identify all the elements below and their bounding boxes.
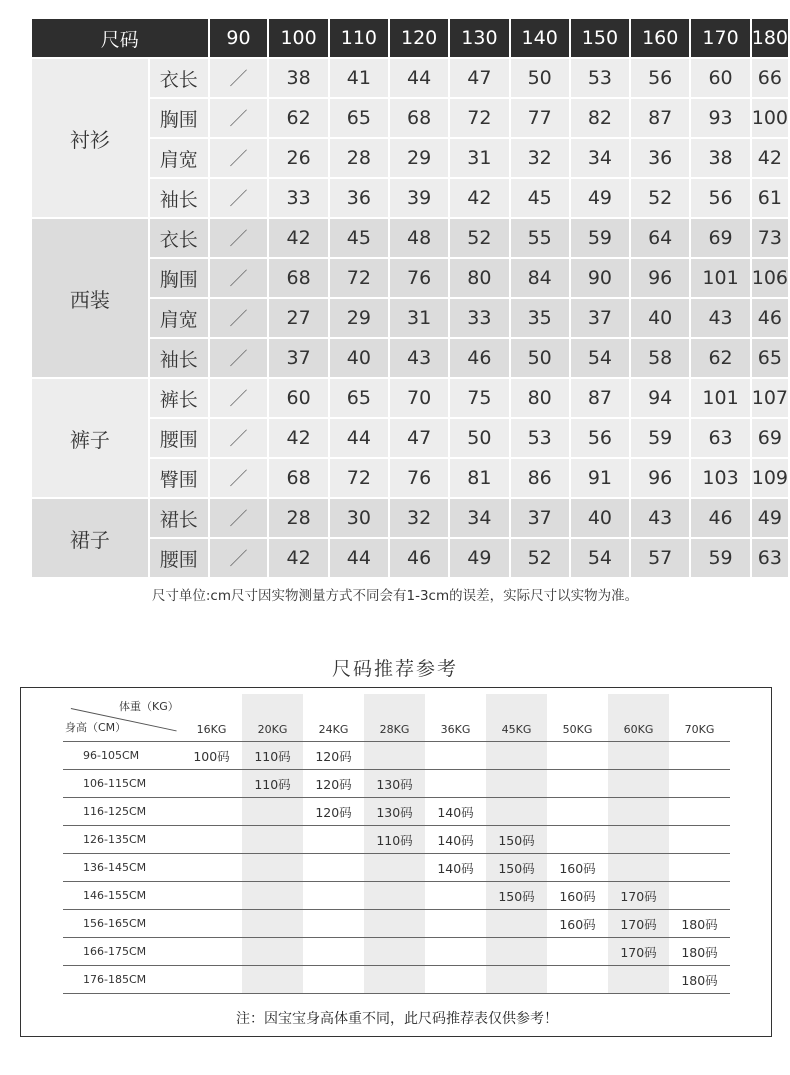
recommended-size: [669, 826, 730, 854]
measurement-value: 106: [752, 259, 788, 297]
weight-column-header: 36KG: [440, 723, 471, 736]
size-column-header: 90: [210, 19, 268, 57]
recommendation-row: [63, 854, 730, 882]
measurement-value: 38: [691, 139, 749, 177]
recommended-size: 140码: [425, 826, 486, 854]
recommended-size: 150码: [486, 854, 547, 882]
recommended-size: [547, 938, 608, 966]
height-range: 156-165CM: [63, 910, 181, 938]
size-row: [32, 59, 788, 97]
recommended-size: [364, 854, 425, 882]
recommendation-title: 尺码推荐参考: [331, 658, 458, 680]
measurement-value: ／: [210, 339, 268, 377]
recommendation-body: [63, 742, 730, 994]
measurement-value: 60: [269, 379, 327, 417]
height-range: 136-145CM: [63, 854, 181, 882]
measurement-value: 70: [390, 379, 448, 417]
measurement-name: 胸围: [150, 99, 208, 137]
measurement-value: 37: [269, 339, 327, 377]
measurement-value: 103: [691, 459, 749, 497]
recommended-size: 110码: [242, 770, 303, 798]
measurement-value: 37: [571, 299, 629, 337]
measurement-value: ／: [210, 299, 268, 337]
recommended-size: [425, 770, 486, 798]
recommended-size: [547, 798, 608, 826]
measurement-value: ／: [210, 179, 268, 217]
measurement-value: 52: [511, 539, 569, 577]
weight-axis-label: 体重（KG）: [119, 700, 179, 713]
height-range: 126-135CM: [63, 826, 181, 854]
recommendation-row: [63, 910, 730, 938]
measurement-value: 50: [450, 419, 508, 457]
measurement-value: 72: [330, 459, 388, 497]
weight-column-header: 60KG: [608, 694, 669, 742]
height-range: 176-185CM: [63, 966, 181, 994]
measurement-value: 46: [752, 299, 788, 337]
measurement-value: 44: [330, 419, 388, 457]
measurement-value: 65: [330, 379, 388, 417]
measurement-value: 109: [752, 459, 788, 497]
measurement-value: ／: [210, 499, 268, 537]
measurement-value: 49: [752, 499, 788, 537]
recommended-size: [242, 854, 303, 882]
measurement-value: 40: [631, 299, 689, 337]
recommended-size: [181, 882, 242, 910]
measurement-value: 39: [390, 179, 448, 217]
recommended-size: [181, 770, 242, 798]
measurement-value: 101: [691, 259, 749, 297]
weight-column-header: 28KG: [364, 694, 425, 742]
measurement-value: 50: [511, 59, 569, 97]
recommended-size: [242, 938, 303, 966]
recommended-size: [364, 882, 425, 910]
recommended-size: [669, 742, 730, 770]
recommended-size: [486, 966, 547, 994]
size-column-header: 130: [450, 19, 508, 57]
size-column-header: 140: [511, 19, 569, 57]
recommended-size: [669, 770, 730, 798]
measurement-value: 48: [390, 219, 448, 257]
measurement-value: 46: [450, 339, 508, 377]
recommendation-row: [63, 882, 730, 910]
measurement-value: 38: [269, 59, 327, 97]
measurement-value: 80: [511, 379, 569, 417]
recommended-size: 170码: [608, 938, 669, 966]
height-range: 116-125CM: [63, 798, 181, 826]
measurement-value: 76: [390, 459, 448, 497]
measurement-value: 29: [390, 139, 448, 177]
size-column-header: 150: [571, 19, 629, 57]
measurement-value: 65: [330, 99, 388, 137]
measurement-value: 52: [450, 219, 508, 257]
measurement-value: 64: [631, 219, 689, 257]
measurement-value: 76: [390, 259, 448, 297]
measurement-value: 56: [571, 419, 629, 457]
measurement-value: 40: [571, 499, 629, 537]
measurement-value: ／: [210, 99, 268, 137]
recommended-size: [547, 826, 608, 854]
garment-category: 裙子: [32, 499, 148, 577]
measurement-value: 28: [330, 139, 388, 177]
recommended-size: 180码: [669, 966, 730, 994]
measurement-value: ／: [210, 259, 268, 297]
measurement-name: 肩宽: [150, 139, 208, 177]
measurement-value: 41: [330, 59, 388, 97]
recommendation-row: [63, 938, 730, 966]
recommended-size: 160码: [547, 910, 608, 938]
recommended-size: [486, 742, 547, 770]
measurement-value: 65: [752, 339, 788, 377]
measurement-value: ／: [210, 539, 268, 577]
recommended-size: [608, 798, 669, 826]
recommended-size: 140码: [425, 798, 486, 826]
recommended-size: [486, 798, 547, 826]
measurement-value: 68: [269, 459, 327, 497]
recommended-size: [425, 742, 486, 770]
size-chart-body: [32, 59, 788, 577]
recommended-size: 110码: [364, 826, 425, 854]
recommended-size: [608, 742, 669, 770]
weight-column-header: 50KG: [562, 723, 593, 736]
recommended-size: [486, 910, 547, 938]
measurement-value: 42: [450, 179, 508, 217]
height-range: 166-175CM: [63, 938, 181, 966]
size-column-header: 180: [752, 19, 788, 57]
measurement-value: 100: [752, 99, 788, 137]
measurement-value: ／: [210, 139, 268, 177]
recommended-size: [242, 826, 303, 854]
measurement-value: 59: [631, 419, 689, 457]
size-chart-table: [30, 17, 790, 579]
measurement-value: 46: [691, 499, 749, 537]
measurement-value: 45: [511, 179, 569, 217]
measurement-value: 54: [571, 339, 629, 377]
measurement-value: 56: [691, 179, 749, 217]
garment-category: 衬衫: [32, 59, 148, 217]
measurement-value: 81: [450, 459, 508, 497]
recommended-size: [242, 798, 303, 826]
measurement-value: 107: [752, 379, 788, 417]
measurement-value: 66: [752, 59, 788, 97]
measurement-value: 29: [330, 299, 388, 337]
measurement-value: 53: [511, 419, 569, 457]
measurement-value: 72: [330, 259, 388, 297]
measurement-value: 43: [691, 299, 749, 337]
measurement-value: 80: [450, 259, 508, 297]
measurement-name: 袖长: [150, 179, 208, 217]
garment-category: 裤子: [32, 379, 148, 497]
recommended-size: [181, 798, 242, 826]
measurement-value: 55: [511, 219, 569, 257]
measurement-value: ／: [210, 59, 268, 97]
size-column-header: 100: [269, 19, 327, 57]
measurement-value: 96: [631, 259, 689, 297]
measurement-value: 101: [691, 379, 749, 417]
height-range: 96-105CM: [63, 742, 181, 770]
measurement-value: 42: [269, 539, 327, 577]
size-column-header: 170: [691, 19, 749, 57]
size-column-header: 110: [330, 19, 388, 57]
recommendation-header-row: [63, 694, 730, 742]
measurement-value: 42: [269, 419, 327, 457]
measurement-value: 82: [571, 99, 629, 137]
measurement-name: 裙长: [150, 499, 208, 537]
weight-column-header: 24KG: [318, 723, 349, 736]
recommended-size: [608, 770, 669, 798]
recommendation-table: [63, 694, 730, 994]
size-row: [32, 499, 788, 537]
recommended-size: 130码: [364, 798, 425, 826]
measurement-value: 33: [269, 179, 327, 217]
recommended-size: [181, 966, 242, 994]
recommended-size: [364, 910, 425, 938]
weight-column-header: 20KG: [242, 694, 303, 742]
recommendation-row: [63, 826, 730, 854]
measurement-value: 62: [269, 99, 327, 137]
recommended-size: [608, 966, 669, 994]
recommended-size: 150码: [486, 882, 547, 910]
recommended-size: [181, 938, 242, 966]
measurement-value: 36: [330, 179, 388, 217]
measurement-value: 58: [631, 339, 689, 377]
recommended-size: [303, 910, 364, 938]
measurement-value: 57: [631, 539, 689, 577]
measurement-value: 32: [390, 499, 448, 537]
height-axis-label: 身高（CM）: [65, 721, 127, 734]
recommended-size: [181, 854, 242, 882]
recommendation-row: [63, 966, 730, 994]
measurement-value: 30: [330, 499, 388, 537]
measurement-name: 腰围: [150, 419, 208, 457]
measurement-value: 46: [390, 539, 448, 577]
measurement-value: 68: [269, 259, 327, 297]
size-row: [32, 219, 788, 257]
measurement-name: 衣长: [150, 59, 208, 97]
recommended-size: [303, 826, 364, 854]
recommended-size: [547, 742, 608, 770]
recommendation-row: [63, 770, 730, 798]
measurement-value: 91: [571, 459, 629, 497]
measurement-value: 34: [450, 499, 508, 537]
measurement-value: 87: [571, 379, 629, 417]
measurement-value: 72: [450, 99, 508, 137]
recommended-size: [425, 938, 486, 966]
measurement-value: ／: [210, 419, 268, 457]
recommendation-box: [20, 687, 772, 1037]
measurement-value: 59: [571, 219, 629, 257]
recommended-size: 180码: [669, 910, 730, 938]
measurement-value: 43: [390, 339, 448, 377]
measurement-value: 35: [511, 299, 569, 337]
recommended-size: [242, 966, 303, 994]
recommended-size: 120码: [303, 742, 364, 770]
recommended-size: 180码: [669, 938, 730, 966]
recommended-size: [364, 742, 425, 770]
measurement-value: 50: [511, 339, 569, 377]
measurement-value: 45: [330, 219, 388, 257]
recommended-size: 110码: [242, 742, 303, 770]
recommended-size: [303, 882, 364, 910]
recommended-size: [303, 854, 364, 882]
recommended-size: [364, 966, 425, 994]
measurement-value: 42: [752, 139, 788, 177]
recommended-size: [425, 966, 486, 994]
recommended-size: 150码: [486, 826, 547, 854]
size-row: [32, 379, 788, 417]
recommended-size: 100码: [181, 742, 242, 770]
measurement-name: 裤长: [150, 379, 208, 417]
weight-column-header: 16KG: [196, 723, 227, 736]
recommended-size: [669, 854, 730, 882]
measurement-value: 52: [631, 179, 689, 217]
recommended-size: [486, 770, 547, 798]
recommended-size: 170码: [608, 910, 669, 938]
measurement-value: 69: [752, 419, 788, 457]
measurement-name: 胸围: [150, 259, 208, 297]
recommended-size: [669, 798, 730, 826]
measurement-value: 75: [450, 379, 508, 417]
recommended-size: [242, 882, 303, 910]
size-header-label: 尺码: [32, 19, 208, 57]
measurement-name: 腰围: [150, 539, 208, 577]
recommended-size: [303, 938, 364, 966]
measurement-value: ／: [210, 459, 268, 497]
measurement-value: 26: [269, 139, 327, 177]
recommended-size: [242, 910, 303, 938]
recommended-size: [486, 938, 547, 966]
recommended-size: 160码: [547, 882, 608, 910]
recommended-size: [608, 854, 669, 882]
measurement-name: 衣长: [150, 219, 208, 257]
height-range: 146-155CM: [63, 882, 181, 910]
recommended-size: [547, 966, 608, 994]
recommendation-row: [63, 798, 730, 826]
measurement-value: 34: [571, 139, 629, 177]
recommended-size: [547, 770, 608, 798]
measurement-value: 44: [390, 59, 448, 97]
measurement-value: 40: [330, 339, 388, 377]
measurement-name: 肩宽: [150, 299, 208, 337]
recommended-size: 140码: [425, 854, 486, 882]
weight-column-header: 70KG: [684, 723, 715, 736]
recommended-size: [669, 882, 730, 910]
measurement-value: 27: [269, 299, 327, 337]
measurement-value: 63: [752, 539, 788, 577]
measurement-value: 31: [390, 299, 448, 337]
measurement-value: ／: [210, 219, 268, 257]
measurement-value: 32: [511, 139, 569, 177]
measurement-value: 59: [691, 539, 749, 577]
measurement-value: 68: [390, 99, 448, 137]
measurement-value: 56: [631, 59, 689, 97]
corner-header: [63, 694, 181, 742]
recommended-size: [303, 966, 364, 994]
measurement-value: 36: [631, 139, 689, 177]
measurement-value: 62: [691, 339, 749, 377]
measurement-value: 43: [631, 499, 689, 537]
recommended-size: [181, 910, 242, 938]
measurement-value: 96: [631, 459, 689, 497]
measurement-value: 53: [571, 59, 629, 97]
measurement-value: 49: [450, 539, 508, 577]
recommended-size: 120码: [303, 798, 364, 826]
measurement-value: 94: [631, 379, 689, 417]
measurement-value: ／: [210, 379, 268, 417]
measurement-value: 93: [691, 99, 749, 137]
measurement-value: 47: [390, 419, 448, 457]
measurement-value: 42: [269, 219, 327, 257]
size-header-row: [32, 19, 788, 57]
recommended-size: [425, 882, 486, 910]
measurement-value: 90: [571, 259, 629, 297]
measurement-value: 37: [511, 499, 569, 537]
measurement-value: 49: [571, 179, 629, 217]
size-column-header: 160: [631, 19, 689, 57]
measurement-value: 61: [752, 179, 788, 217]
measurement-value: 31: [450, 139, 508, 177]
recommended-size: [425, 910, 486, 938]
measurement-value: 33: [450, 299, 508, 337]
garment-category: 西装: [32, 219, 148, 377]
size-column-header: 120: [390, 19, 448, 57]
measurement-value: 69: [691, 219, 749, 257]
recommended-size: [608, 826, 669, 854]
recommendation-note: 注：因宝宝身高体重不同，此尺码推荐表仅供参考！: [236, 1011, 558, 1027]
measurement-value: 60: [691, 59, 749, 97]
measurement-value: 63: [691, 419, 749, 457]
recommended-size: 170码: [608, 882, 669, 910]
measurement-value: 73: [752, 219, 788, 257]
recommended-size: [181, 826, 242, 854]
measurement-name: 袖长: [150, 339, 208, 377]
measurement-value: 54: [571, 539, 629, 577]
measurement-value: 87: [631, 99, 689, 137]
recommended-size: 120码: [303, 770, 364, 798]
measurement-value: 84: [511, 259, 569, 297]
measurement-value: 28: [269, 499, 327, 537]
measurement-note: 尺寸单位:cm尺寸因实物测量方式不同会有1-3cm的误差，实际尺寸以实物为准。: [151, 588, 639, 604]
measurement-value: 47: [450, 59, 508, 97]
weight-column-header: 45KG: [486, 694, 547, 742]
recommended-size: 130码: [364, 770, 425, 798]
recommended-size: 160码: [547, 854, 608, 882]
height-range: 106-115CM: [63, 770, 181, 798]
recommendation-row: [63, 742, 730, 770]
measurement-name: 臀围: [150, 459, 208, 497]
measurement-value: 44: [330, 539, 388, 577]
measurement-value: 86: [511, 459, 569, 497]
recommended-size: [364, 938, 425, 966]
measurement-value: 77: [511, 99, 569, 137]
